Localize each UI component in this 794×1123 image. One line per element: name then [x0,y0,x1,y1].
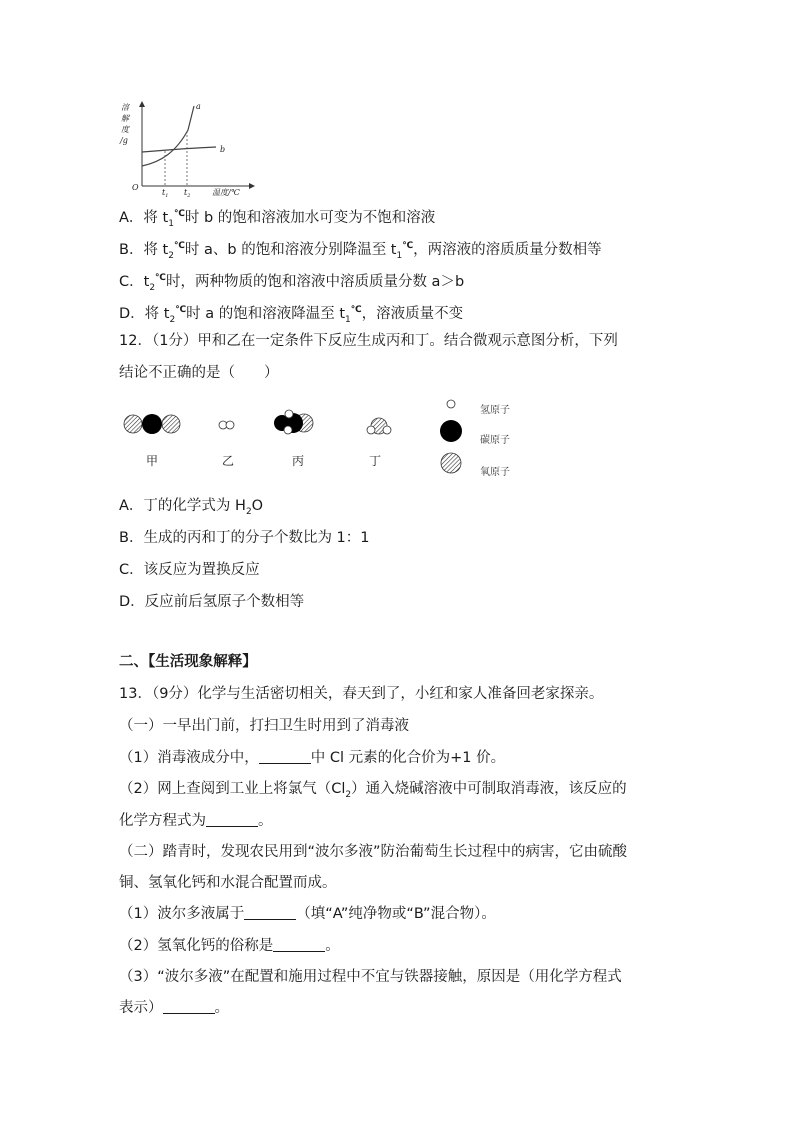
curve-b [142,147,216,152]
answer-blank[interactable] [273,937,325,952]
molecule-jia [124,414,180,434]
label-b: b [220,145,226,154]
answer-blank[interactable] [259,749,311,764]
q13-part1-heading: （一）一早出门前，打扫卫生时用到了消毒液 [119,718,409,734]
molecule-diagram [116,395,536,485]
q12-option-b: B．生成的丙和丁的分子个数比为 1：1 [119,530,370,546]
q11-option-a: A．将 $t_1^℃$时 b 的饱和溶液加水可变为不饱和溶液 [119,209,436,229]
ylabel-char-2: 解 [121,114,129,123]
molecule-ding [367,418,391,434]
q13-part2-q1: （1）波尔多液属于 （填“A”纯净物或“B”混合物）。 [119,906,496,922]
t2-label: $t_2$ [184,188,191,199]
svg-text:氢原子: 氢原子 [480,405,510,416]
legend-hydrogen [447,400,510,416]
curve-a [142,106,194,166]
q13-part2-q3-line1: （3）“波尔多液”在配置和施用过程中不宜与铁器接触，原因是（用化学方程式 [119,969,622,985]
q13-stem: 13．（9分）化学与生活密切相关，春天到了，小红和家人准备回老家探亲。 [119,686,604,702]
section-heading: 二、【生活现象解释】 [119,654,257,670]
label-bing: 丙 [292,454,305,468]
answer-blank[interactable] [244,905,296,920]
svg-text:氧原子: 氧原子 [480,467,510,478]
origin-label: O [132,183,139,192]
answer-blank[interactable] [206,812,258,827]
t1-label: $t_1$ [162,188,169,199]
q11-option-b: B．将 $t_2^℃$时 a、b 的饱和溶液分别降温至 $t_1^℃$，两溶液的溶质质量分数相等 [119,241,602,261]
q13-part2-q3-line2: 表示） 。 [119,1000,229,1016]
ylabel-char-3: 度 [121,125,129,134]
label-a: a [196,102,201,111]
q12-stem-line1: 12．（1分）甲和乙在一定条件下反应生成丙和丁。结合微观示意图分析，下列 [119,333,618,349]
q13-part2-q2: （2）氢氧化钙的俗称是 。 [119,938,340,954]
answer-blank[interactable] [163,999,215,1014]
q13-part1-q1: （1）消毒液成分中， 中 Cl 元素的化合价为+1 价。 [119,750,506,766]
xlabel: 温度/℃ [212,188,240,197]
molecule-bing [274,410,313,434]
label-yi: 乙 [222,454,235,468]
legend-oxygen [441,453,510,478]
q12-option-d: D．反应前后氢原子个数相等 [119,594,305,610]
svg-text:碳原子: 碳原子 [480,435,510,446]
label-jia: 甲 [146,454,159,468]
q12-option-a: A．丁的化学式为 $H_2O$ [119,498,264,517]
q12-option-c: C．该反应为置换反应 [119,562,260,578]
molecule-yi [219,421,234,429]
q12-stem-line2: 结论不正确的是（ ） [119,365,279,381]
q11-option-c: C．$t_2^℃$时，两种物质的饱和溶液中溶质质量分数 a＞b [119,273,465,293]
ylabel-char-4: /g [120,136,128,145]
legend-carbon [440,420,510,446]
q11-option-d: D．将 $t_2^℃$时 a 的饱和溶液降温至 $t_1^℃$，溶液质量不变 [119,305,464,325]
q13-part2-line1: （二）踏青时，发现农民用到“波尔多液”防治葡萄生长过程中的病害，它由硫酸 [119,844,628,860]
q13-part1-q2-line1: （2）网上查阅到工业上将氯气$(Cl_2)$通入烧碱溶液中可制取消毒液，该反应的 [119,781,627,800]
solubility-graph [116,100,256,200]
q13-part1-q2-line2: 化学方程式为 。 [119,813,273,829]
ylabel-char-1: 溶 [121,103,129,112]
label-ding: 丁 [369,454,382,468]
q13-part2-line2: 铜、氢氧化钙和水混合配置而成。 [119,875,337,891]
